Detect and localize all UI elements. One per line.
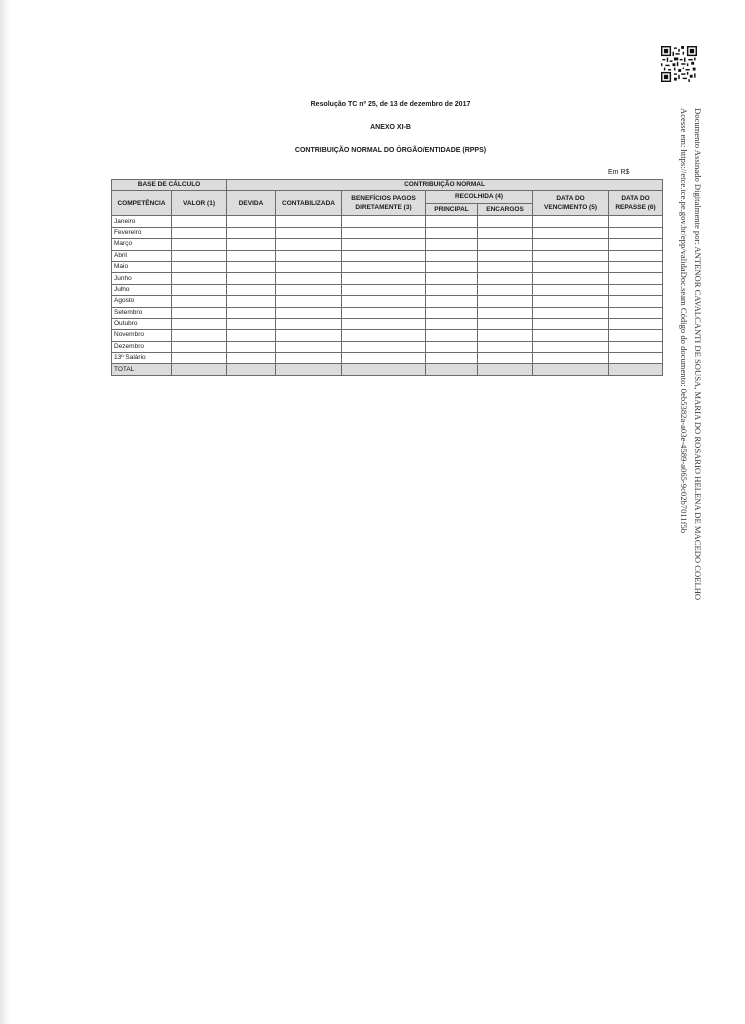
- signature-signers: Documento Assinado Digitalmente por: ANTENOR CAVALCANTI DE SOUSA, MARIA DO ROSARIO HELENA DE MACEDO COELHO: [693, 108, 703, 601]
- header-competencia: COMPETÊNCIA: [112, 191, 172, 216]
- qr-code-icon: [661, 46, 697, 82]
- table-row: [112, 318, 663, 329]
- month-cell: Outubro: [112, 318, 172, 329]
- month-cell: Maio: [112, 261, 172, 272]
- table-row: [112, 284, 663, 295]
- month-cell: Setembro: [112, 307, 172, 318]
- header-vencimento: DATA DO VENCIMENTO (5): [533, 191, 609, 216]
- header-beneficios: BENEFÍCIOS PAGOS DIRETAMENTE (3): [342, 191, 426, 216]
- table-row: [112, 307, 663, 318]
- annex-label: ANEXO XI-B: [370, 124, 411, 131]
- contribution-table: [111, 179, 663, 376]
- digital-signature-note: [673, 108, 705, 648]
- month-cell: Junho: [112, 273, 172, 284]
- month-cell: Abril: [112, 250, 172, 261]
- table-row: [112, 227, 663, 238]
- header-principal: PRINCIPAL: [426, 203, 478, 216]
- month-cell: Agosto: [112, 296, 172, 307]
- table-row: [112, 353, 663, 364]
- resolution-title: Resolução TC nº 25, de 13 de dezembro de 2017: [310, 101, 471, 108]
- header-base-calculo: BASE DE CÁLCULO: [112, 180, 227, 191]
- header-recolhida: RECOLHIDA (4): [426, 191, 533, 204]
- scan-page-edge: [0, 0, 10, 1024]
- table-row: [112, 273, 663, 284]
- month-cell: Janeiro: [112, 216, 172, 227]
- header-contabilizada: CONTABILIZADA: [276, 191, 342, 216]
- table-row: [112, 261, 663, 272]
- month-cell: Julho: [112, 284, 172, 295]
- month-cell: Março: [112, 239, 172, 250]
- header-devida: DEVIDA: [227, 191, 276, 216]
- header-repasse: DATA DO REPASSE (6): [609, 191, 663, 216]
- table-row: [112, 341, 663, 352]
- month-cell: 13º Salário: [112, 353, 172, 364]
- month-cell: Dezembro: [112, 341, 172, 352]
- table-row: [112, 330, 663, 341]
- total-label: TOTAL: [112, 364, 172, 375]
- month-cell: Fevereiro: [112, 227, 172, 238]
- signature-link: Acesse em: https://etce.tce.pe.gov.br/epp/validaDoc.seam Código do documento: 0eb5382a-a03e-4589-a065-9c02b7011f5b: [679, 108, 689, 534]
- total-row: [112, 364, 663, 375]
- table-row: [112, 296, 663, 307]
- table-row: [112, 216, 663, 227]
- month-cell: Novembro: [112, 330, 172, 341]
- currency-unit: Em R$: [608, 169, 630, 176]
- header-encargos: ENCARGOS: [478, 203, 533, 216]
- table-row: [112, 239, 663, 250]
- form-subtitle: CONTRIBUIÇÃO NORMAL DO ÓRGÃO/ENTIDADE (RPPS): [294, 147, 487, 154]
- header-contribuicao-normal: CONTRIBUIÇÃO NORMAL: [227, 180, 663, 191]
- header-valor: VALOR (1): [172, 191, 227, 216]
- table-row: [112, 250, 663, 261]
